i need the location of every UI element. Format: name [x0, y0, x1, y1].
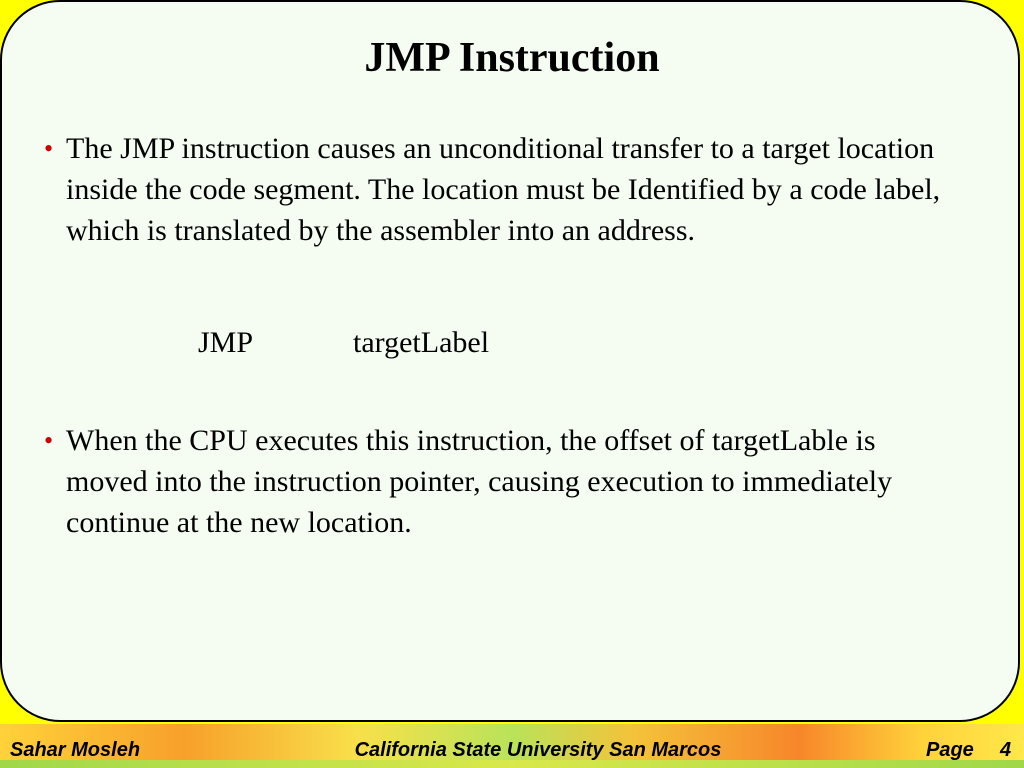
bullet-text: When the CPU executes this instruction, the offset of targetLable is moved into the instruction pointer, causing execution to immediately continue at the new location. [66, 424, 893, 539]
code-operand: targetLabel [353, 326, 490, 359]
bullet-item-2 [44, 420, 964, 543]
slide-title: JMP Instruction [364, 35, 660, 81]
bullet-marker-icon: • [44, 134, 54, 163]
footer-bar [0, 724, 1024, 768]
footer-page-label: Page [926, 739, 974, 761]
bullet-marker-icon: • [44, 426, 54, 455]
footer-page-number: 4 [1000, 739, 1012, 761]
code-instruction: JMP [198, 326, 254, 359]
bullet-text: The JMP instruction causes an unconditional transfer to a target location inside the code segment. The location must be Identified by a code label, which is translated by the assembler into an address. [66, 132, 941, 247]
footer-university: California State University San Marcos [354, 739, 722, 761]
footer-author: Sahar Mosleh [10, 739, 141, 761]
bullet-item-1 [44, 128, 964, 251]
